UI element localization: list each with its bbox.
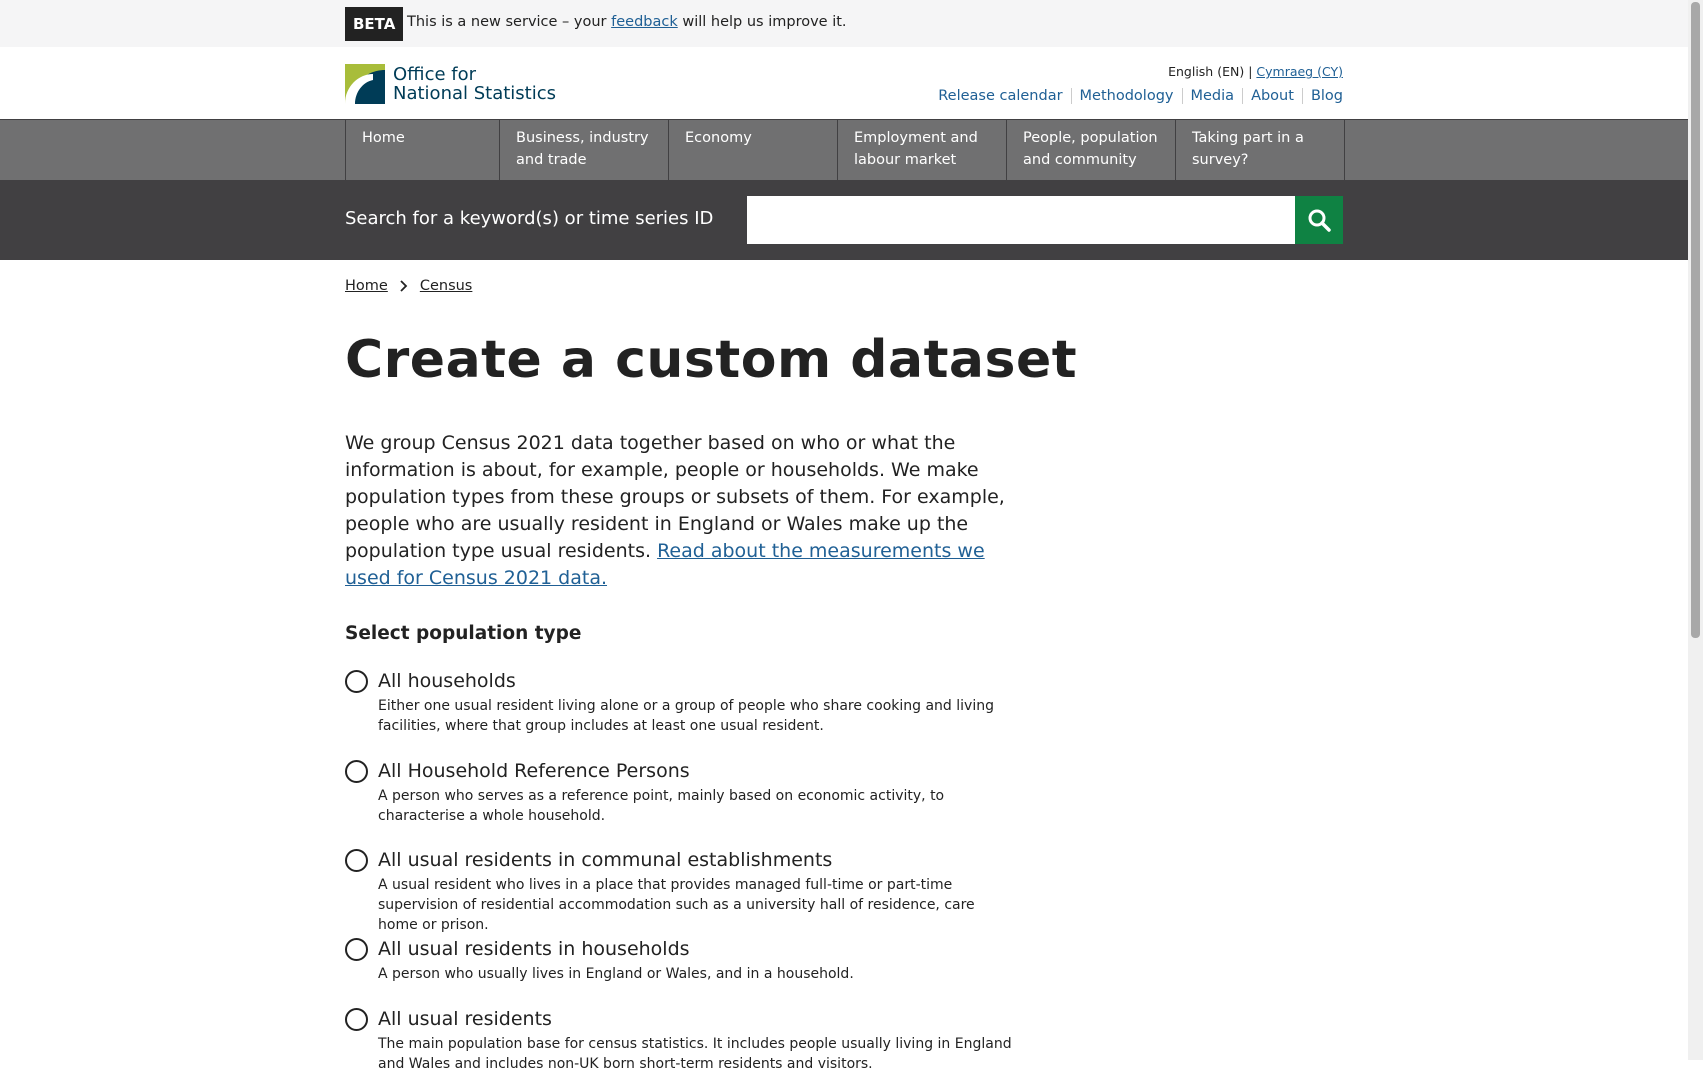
radio-button[interactable] <box>345 849 368 872</box>
search-input[interactable] <box>747 196 1295 244</box>
util-link-blog[interactable]: Blog <box>1302 88 1343 104</box>
lang-welsh-link[interactable]: Cymraeg (CY) <box>1256 64 1343 79</box>
radio-option[interactable] <box>345 846 1015 935</box>
radio-button[interactable] <box>345 938 368 961</box>
radio-description: Either one usual resident living alone or a group of people who share cooking and living facilities, where that group includes at least one usual resident. <box>378 698 994 734</box>
main-nav <box>0 119 1688 180</box>
nav-item-economy[interactable]: Economy <box>669 120 838 180</box>
radio-button[interactable] <box>345 670 368 693</box>
util-link-methodology[interactable]: Methodology <box>1071 88 1182 104</box>
scrollbar-thumb[interactable] <box>1691 2 1700 638</box>
radio-label: All usual residents <box>378 1008 552 1030</box>
nav-item-employment[interactable]: Employment and labour market <box>838 120 1007 180</box>
population-type-radios <box>345 667 1015 1074</box>
logo-line-2: National Statistics <box>393 83 557 104</box>
breadcrumb-home[interactable]: Home <box>345 278 388 294</box>
radio-option[interactable] <box>345 757 1015 846</box>
page-scrollbar[interactable] <box>1688 0 1703 1060</box>
beta-tag: BETA <box>345 7 403 41</box>
chevron-right-icon <box>397 279 411 293</box>
intro-text: We group Census 2021 data together based on who or what the information is about, for example, people or households. We make population types from these groups or subsets of them. For example, people who are usually resident in England or Wales make up the population type usual residents. <box>345 432 1005 562</box>
lang-separator: | <box>1244 64 1257 79</box>
radio-label: All Household Reference Persons <box>378 760 690 782</box>
radio-option[interactable] <box>345 935 1015 1005</box>
logo-text <box>393 65 556 103</box>
radio-label: All households <box>378 670 516 692</box>
lang-current: English (EN) <box>1168 64 1245 79</box>
search-icon <box>1307 208 1331 232</box>
site-header <box>0 47 1688 119</box>
beta-text-before: This is a new service – your <box>407 14 612 30</box>
util-link-release-calendar[interactable]: Release calendar <box>938 88 1063 104</box>
radio-description: A usual resident who lives in a place that provides managed full-time or part-time supervision of residential accommodation such as a university hall of residence, care home or prison. <box>378 877 975 933</box>
radio-button[interactable] <box>345 1008 368 1031</box>
ons-logo-icon <box>345 64 385 104</box>
util-link-media[interactable]: Media <box>1182 88 1243 104</box>
radio-option[interactable] <box>345 667 1015 757</box>
nav-item-survey[interactable]: Taking part in a survey? <box>1176 120 1345 180</box>
breadcrumb <box>345 278 472 294</box>
nav-item-business[interactable]: Business, industry and trade <box>500 120 669 180</box>
beta-message <box>407 14 847 30</box>
radio-label: All usual residents in households <box>378 938 690 960</box>
intro-paragraph <box>345 430 1015 592</box>
radio-button[interactable] <box>345 760 368 783</box>
population-type-legend: Select population type <box>345 623 582 644</box>
beta-text-after: will help us improve it. <box>677 14 847 30</box>
search-button[interactable] <box>1295 196 1343 244</box>
measurements-link[interactable]: Read about the measurements we used for Census 2021 data. <box>345 540 985 589</box>
util-link-about[interactable]: About <box>1242 88 1302 104</box>
search-bar <box>0 180 1688 260</box>
radio-description: A person who usually lives in England or Wales, and in a household. <box>378 966 854 982</box>
radio-option[interactable] <box>345 1005 1015 1074</box>
logo-line-1: Office for <box>393 64 477 85</box>
beta-banner <box>0 0 1688 47</box>
nav-item-people[interactable]: People, population and community <box>1007 120 1176 180</box>
nav-item-home[interactable]: Home <box>346 120 500 180</box>
feedback-link[interactable]: feedback <box>611 14 678 30</box>
radio-label: All usual residents in communal establishments <box>378 849 833 871</box>
utility-nav <box>930 88 1343 104</box>
radio-description: The main population base for census statistics. It includes people usually living in England and Wales and includes non-UK born short-term residents and visitors. <box>378 1036 1012 1072</box>
breadcrumb-census[interactable]: Census <box>419 278 473 294</box>
page-title: Create a custom dataset <box>345 330 1078 390</box>
language-switcher <box>1168 64 1343 79</box>
search-label: Search for a keyword(s) or time series ID <box>345 208 714 229</box>
ons-logo[interactable] <box>345 64 556 104</box>
radio-description: A person who serves as a reference point, mainly based on economic activity, to characterise a whole household. <box>378 788 945 824</box>
